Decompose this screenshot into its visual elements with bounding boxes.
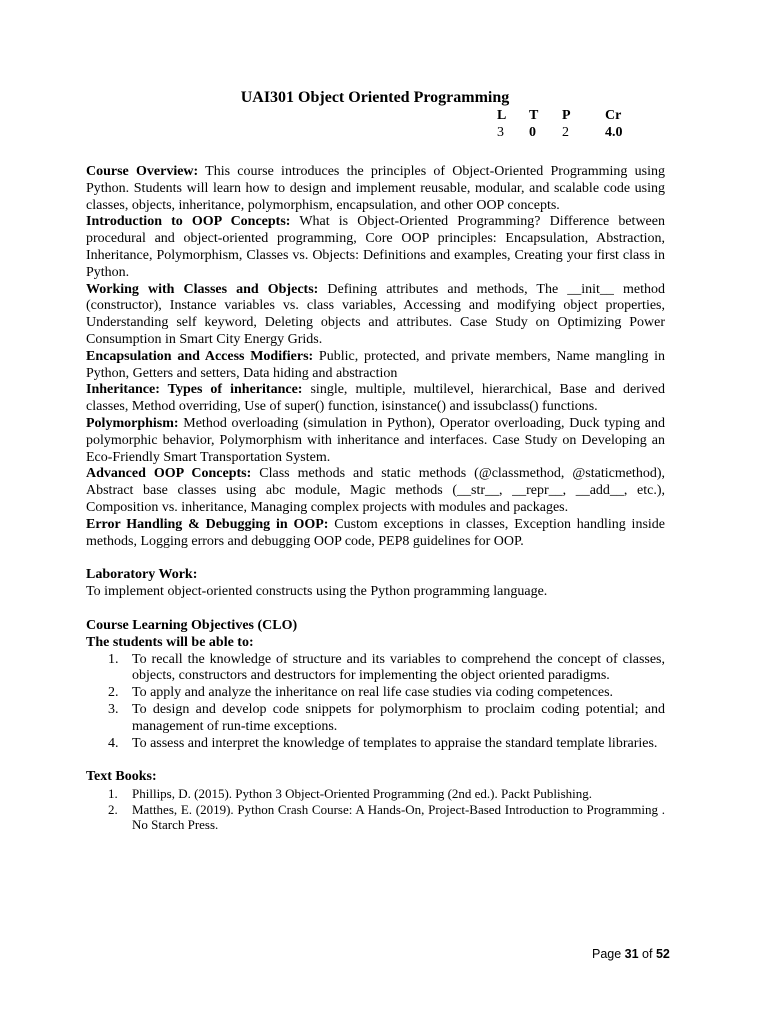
textbooks-list <box>86 786 665 833</box>
section-text: single, multiple, multilevel, hierarchical, Base and derived classes, Method overriding, Use of super() function, isinstance() and issubclass() functions. <box>86 382 665 415</box>
textbooks-heading: Text Books: <box>86 769 157 785</box>
section-text: What is Object-Oriented Programming? Difference between procedural and object-oriented programming, Core OOP principles: Encapsulation, Abstraction, Inheritance, Polymorphism, Classes vs. Objects: Definitions and examples, Creating your first class in Python. <box>86 214 665 280</box>
document-body <box>86 164 665 833</box>
clo-list <box>86 652 665 753</box>
lab-heading: Laboratory Work: <box>86 567 198 583</box>
clo-heading: Course Learning Objectives (CLO) <box>86 617 298 633</box>
section-text: Method overloading (simulation in Python), Operator overloading, Duck typing and polymorphic behavior, Polymorphism with inheritance and interfaces. Case Study on Developing an Eco-Friendly Smart Transportation System. <box>86 415 665 465</box>
section-text: Custom exceptions in classes, Exception handling inside methods, Logging errors and debugging OOP code, PEP8 guidelines for OOP. <box>86 516 665 549</box>
section-intro-oop <box>86 214 665 281</box>
textbook-item-text: Matthes, E. (2019). Python Crash Course: A Hands-On, Project-Based Introduction to Programming . No Starch Press. <box>132 801 665 833</box>
clo-item-number: 2. <box>108 685 119 701</box>
credit-value-p: 2 <box>562 125 569 140</box>
clo-item-number: 4. <box>108 735 119 751</box>
clo-item-number: 3. <box>108 701 119 717</box>
clo-item <box>86 736 665 753</box>
section-polymorphism <box>86 416 665 466</box>
textbook-item-number: 2. <box>108 801 118 817</box>
textbook-item <box>86 802 665 833</box>
course-title: UAI301 Object Oriented Programming <box>240 89 510 106</box>
lab-text: To implement object-oriented constructs using the Python programming language. <box>86 584 548 600</box>
current-page: 31 <box>624 947 639 961</box>
clo-item <box>86 685 665 702</box>
textbook-item-number: 1. <box>108 786 118 802</box>
section-text: Class methods and static methods (@classmethod, @staticmethod), Abstract base classes using abc module, Magic methods (__str__, __repr__, __add__, etc.), Composition vs. inheritance, Managing complex projects with modules and packages. <box>86 466 665 515</box>
section-heading: Inheritance: Types of inheritance: <box>86 382 303 398</box>
textbook-item-text: Phillips, D. (2015). Python 3 Object-Oriented Programming (2nd ed.). Packt Publishing. <box>132 786 593 802</box>
page-of: of <box>638 947 656 961</box>
clo-item-text: To design and develop code snippets for polymorphism to proclaim coding potential; and management of run-time exceptions. <box>132 701 665 734</box>
total-pages: 52 <box>655 947 670 961</box>
credit-header-row <box>497 107 635 124</box>
section-text: Public, protected, and private members, Name mangling in Python, Getters and setters, Data hiding and abstraction <box>86 348 665 381</box>
clo-item <box>86 702 665 736</box>
clo-subheading: The students will be able to: <box>86 634 254 650</box>
section-advanced-oop <box>86 466 665 516</box>
credit-header-p: P <box>562 108 571 123</box>
page-prefix: Page <box>592 947 625 961</box>
section-course-overview <box>86 164 665 214</box>
page-number <box>592 947 670 961</box>
section-heading: Encapsulation and Access Modifiers: <box>86 348 314 364</box>
section-classes-objects <box>86 282 665 349</box>
section-heading: Course Overview: <box>86 164 199 179</box>
clo-item-text: To recall the knowledge of structure and its variables to comprehend the concept of classes, objects, constructors and destructors for implementing the object oriented paradigms. <box>132 651 665 684</box>
section-heading: Error Handling & Debugging in OOP: <box>86 516 329 532</box>
section-error-handling <box>86 517 665 551</box>
section-heading: Polymorphism: <box>86 415 179 431</box>
clo-item-number: 1. <box>108 651 119 667</box>
section-text: This course introduces the principles of Object-Oriented Programming using Python. Students will learn how to design and implement reusable, modular, and scalable code using classes, objects, inheritance, polymorphism, encapsulation, and other OOP concepts. <box>86 164 665 213</box>
credit-header-t: T <box>529 108 539 123</box>
section-text: Defining attributes and methods, The __init__ method (constructor), Instance variables vs. class variables, Accessing and modifying object properties, Understanding self keyword, Deleting objects and attributes. Case Study on Optimizing Power Consumption in Smart City Energy Grids. <box>86 281 665 347</box>
section-inheritance <box>86 382 665 416</box>
clo-item-text: To assess and interpret the knowledge of templates to appraise the standard template libraries. <box>132 735 658 751</box>
credit-value-cr: 4.0 <box>605 125 623 140</box>
credit-value-row <box>497 124 635 141</box>
credit-header-cr: Cr <box>605 108 622 123</box>
credit-table <box>497 107 635 141</box>
section-heading: Working with Classes and Objects: <box>86 281 319 297</box>
section-heading: Advanced OOP Concepts: <box>86 466 252 482</box>
credit-value-t: 0 <box>529 125 536 140</box>
credit-value-l: 3 <box>497 125 504 140</box>
clo-item-text: To apply and analyze the inheritance on real life case studies via coding competences. <box>132 685 614 701</box>
section-encapsulation <box>86 349 665 383</box>
section-heading: Introduction to OOP Concepts: <box>86 214 291 230</box>
clo-item <box>86 652 665 686</box>
credit-header-l: L <box>497 108 507 123</box>
textbook-item <box>86 786 665 802</box>
